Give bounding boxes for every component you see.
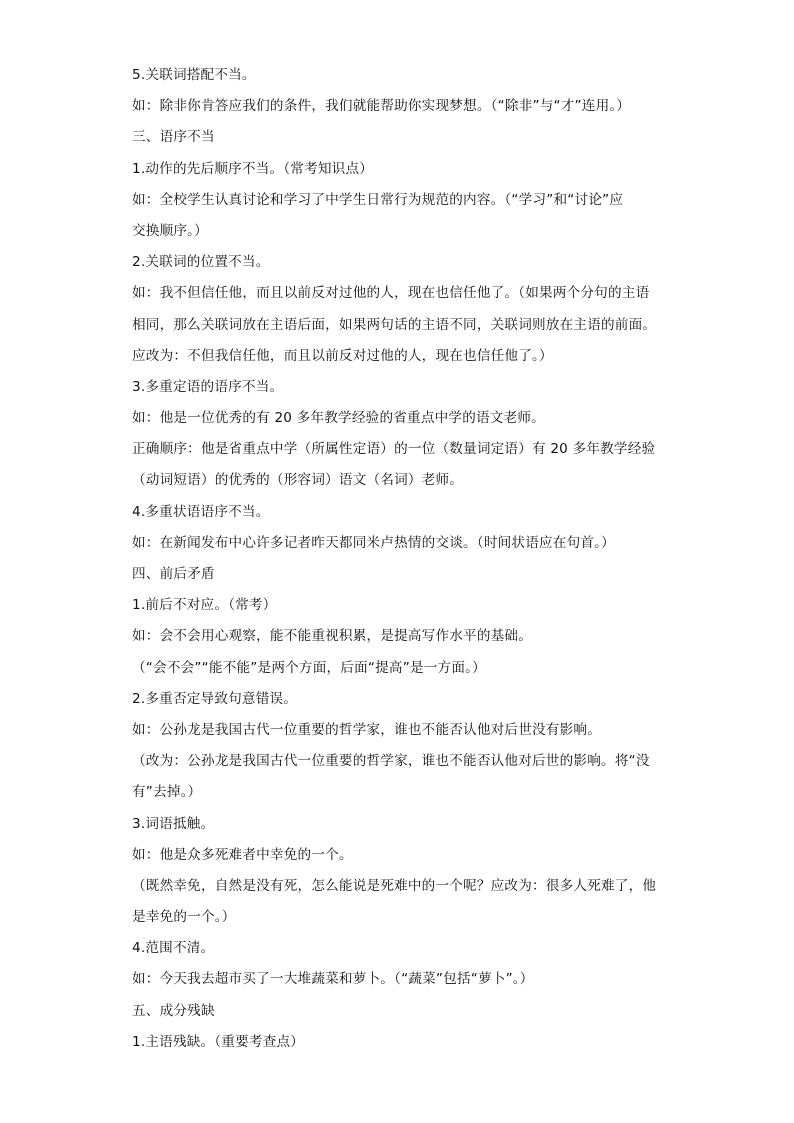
example-text: 如：今天我去超市买了一大堆蔬菜和萝卜。（“蔬菜”包括“萝卜”。）	[132, 971, 534, 988]
subsection-heading: 2.多重否定导致句意错误。	[132, 690, 298, 707]
example-text: 正确顺序：他是省重点中学（所属性定语）的一位（数量词定语）有 20 多年教学经验	[132, 441, 656, 458]
example-text: （改为：公孙龙是我国古代一位重要的哲学家，谁也不能否认他对后世的影响。将“没	[132, 753, 650, 770]
subsection-heading: 5.关联词搭配不当。	[132, 67, 256, 83]
example-text: 有”去掉。）	[132, 784, 202, 801]
subsection-heading: 3.词语抵触。	[132, 815, 215, 832]
example-text: （“会不会”“能不能”是两个方面，后面“提高”是一方面。）	[132, 659, 486, 676]
subsection-heading: 1.主语残缺。（重要考查点）	[132, 1033, 305, 1050]
section-heading: 三、语序不当	[132, 129, 215, 146]
subsection-heading: 3.多重定语的语序不当。	[132, 378, 284, 395]
subsection-heading: 2.关联词的位置不当。	[132, 254, 270, 271]
example-text: 如：全校学生认真讨论和学习了中学生日常行为规范的内容。（“学习”和“讨论”应	[132, 191, 624, 208]
example-text: 交换顺序。）	[132, 222, 208, 239]
example-text: 如：他是众多死难者中幸免的一个。	[132, 846, 353, 863]
subsection-heading: 4.范围不清。	[132, 940, 215, 957]
example-text: 应改为：不但我信任他，而且以前反对过他的人，现在也信任他了。）	[132, 347, 553, 364]
example-text: （动词短语）的优秀的（形容词）语文（名词）老师。	[132, 472, 464, 489]
example-text: 是幸免的一个。）	[132, 909, 236, 926]
example-text: 如：他是一位优秀的有 20 多年教学经验的省重点中学的语文老师。	[132, 410, 545, 427]
section-heading: 五、成分残缺	[132, 1002, 215, 1019]
example-text: 如：除非你肯答应我们的条件，我们就能帮助你实现梦想。（“除非”与“才”连用。）	[132, 98, 631, 115]
subsection-heading: 1.动作的先后顺序不当。（常考知识点）	[132, 160, 374, 177]
section-heading: 四、前后矛盾	[132, 566, 215, 582]
example-text: 如：公孙龙是我国古代一位重要的哲学家，谁也不能否认他对后世没有影响。	[132, 721, 601, 738]
subsection-heading: 4.多重状语语序不当。	[132, 503, 270, 520]
example-text: 如：会不会用心观察，能不能重视积累，是提高写作水平的基础。	[132, 628, 533, 645]
example-text: （既然幸免，自然是没有死，怎么能说是死难中的一个呢？应改为：很多人死难了，他	[132, 877, 657, 894]
example-text: 如：在新闻发布中心许多记者昨天都同米卢热情的交谈。（时间状语应在句首。）	[132, 534, 615, 551]
subsection-heading: 1.前后不对应。（常考）	[132, 597, 277, 614]
example-text: 如：我不但信任他，而且以前反对过他的人，现在也信任他了。（如果两个分句的主语	[132, 285, 650, 302]
document-page	[132, 64, 664, 1062]
example-text: 相同，那么关联词放在主语后面，如果两句话的主语不同，关联词则放在主语的前面。	[132, 316, 657, 333]
